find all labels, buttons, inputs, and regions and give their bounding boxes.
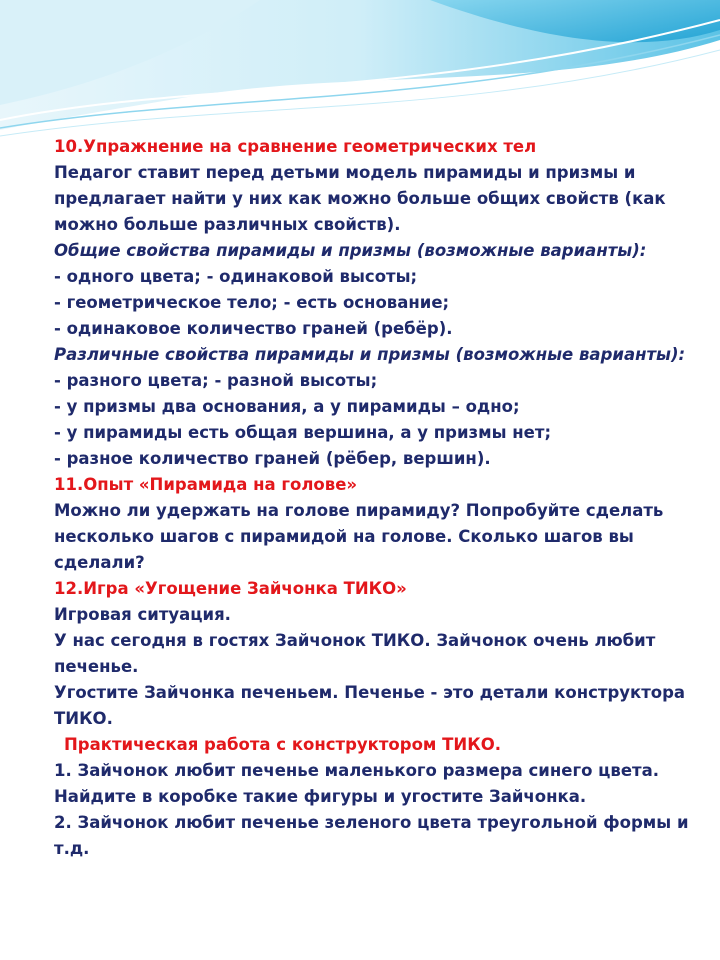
- different-property-item: - у призмы два основания, а у пирамиды – одно;: [54, 397, 520, 416]
- different-property-item: - разное количество граней (рёбер, вершин).: [54, 449, 491, 468]
- different-properties-paragraph: [54, 342, 694, 394]
- game-12-line: Угостите Зайчонка печеньем. Печенье - это детали конструктора ТИКО.: [54, 683, 686, 728]
- different-property-item: - у пирамиды есть общая вершина, а у призмы нет;: [54, 423, 552, 442]
- practice-task: 1. Зайчонок любит печенье маленького размера синего цвета. Найдите в коробке такие фигуры и угостите Зайчонка.: [54, 761, 659, 806]
- common-property-item: - геометрическое тело; - есть основание;: [54, 293, 450, 312]
- practice-heading: Практическая работа с конструктором ТИКО.: [64, 735, 501, 754]
- game-12-line: Игровая ситуация.: [54, 605, 231, 624]
- practice-task: 2. Зайчонок любит печенье зеленого цвета треугольной формы и т.д.: [54, 813, 689, 858]
- heading-exercise-10: 10.Упражнение на сравнение геометрических тел: [54, 137, 537, 156]
- common-property-item: - одинаковое количество граней (ребёр).: [54, 319, 453, 338]
- heading-game-12: 12.Игра «Угощение Зайчонка ТИКО»: [54, 579, 407, 598]
- header-wave-decoration: [0, 0, 720, 150]
- document-body: [54, 134, 694, 862]
- game-12-line: У нас сегодня в гостях Зайчонок ТИКО. Зайчонок очень любит печенье.: [54, 631, 656, 676]
- common-property-item: - одного цвета; - одинаковой высоты;: [54, 267, 418, 286]
- different-properties-title: Различные свойства пирамиды и призмы (возможные варианты):: [54, 345, 686, 364]
- different-property-first: - разного цвета; - разной высоты;: [54, 371, 378, 390]
- experiment-11-text: Можно ли удержать на голове пирамиду? Попробуйте сделать несколько шагов с пирамидой на голове. Сколько шагов вы сделали?: [54, 501, 664, 572]
- common-properties-title: Общие свойства пирамиды и призмы (возможные варианты):: [54, 241, 647, 260]
- exercise-10-intro: Педагог ставит перед детьми модель пирамиды и призмы и предлагает найти у них как можно больше общих свойств (как можно больше различных свойств).: [54, 163, 666, 234]
- heading-experiment-11: 11.Опыт «Пирамида на голове»: [54, 475, 358, 494]
